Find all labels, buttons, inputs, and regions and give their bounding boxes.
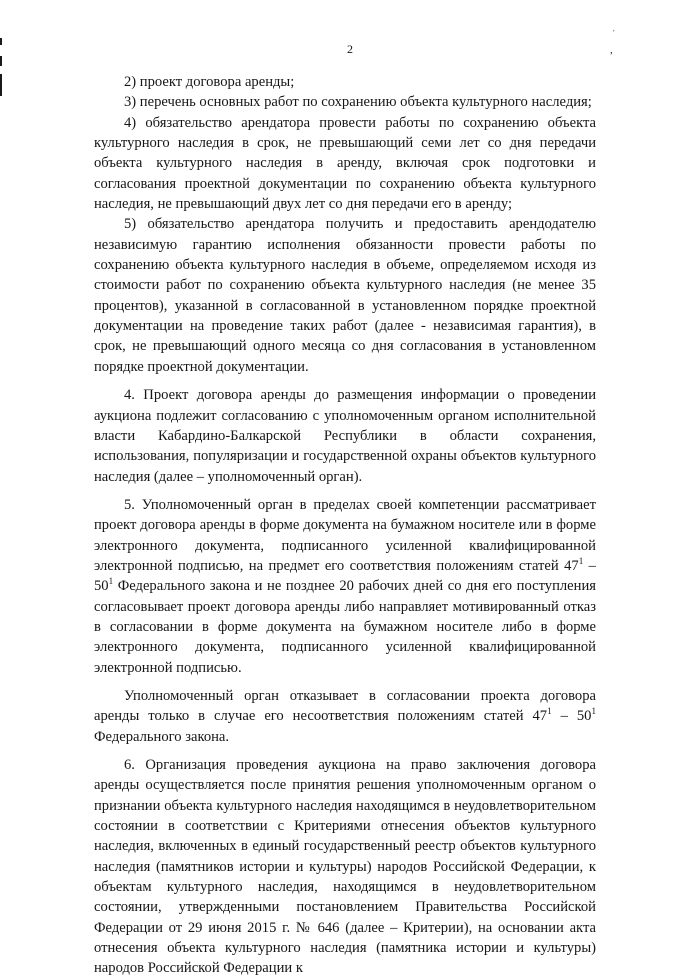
clause-5-dash: – 50: [94, 557, 596, 595]
clause-5-text-part-1: 5. Уполномоченный орган в пределах своей компетенции рассматривает проект договора аренды в форме документа на бумажном носителе или в форме электронного документа, подписанного усиленной квалифицированной электронной подписью, на предмет его соответствия положениям статей 47: [94, 496, 596, 574]
item-4-tenant-obligation: 4) обязательство арендатора провести работы по сохранению объекта культурного наследия в срок, не превышающий семи лет со дня передачи объекта культурного наследия в аренду, включая срок подготовки и согласования проектной документации по сохранению объекта культурного наследия, не превышающий двух лет со дня передачи его в аренду;: [94, 114, 596, 213]
corner-tick-top: ˌ: [612, 20, 616, 32]
page-number: 2: [347, 42, 353, 56]
clause-5-superscript-1: 1: [578, 556, 584, 567]
left-binding-mark-upper: [0, 56, 2, 66]
refusal-dash: – 50: [551, 708, 592, 725]
document-body: [94, 72, 596, 979]
item-3-works-list: 3) перечень основных работ по сохранению объекта культурного наследия;: [124, 94, 592, 111]
refusal-paragraph: [94, 686, 596, 747]
item-5-independent-guarantee: 5) обязательство арендатора получить и предоставить арендодателю независимую гарантию исполнения обязанности провести работы по сохранению объекта культурного наследия в объеме, определяемом исходя из стоимости работ по сохранению объекта культурного наследия (не менее 35 процентов), указанной в согласованной в установленном порядке проектной документации на проведение таких работ (далее - независимая гарантия), в срок, не превышающий одного месяца со дня согласования в установленном порядке проектной документации.: [94, 216, 596, 375]
refusal-text-part-1: Уполномоченный орган отказывает в согласовании проекта договора аренды только в случае его несоответствия положениям статей 47: [94, 687, 596, 725]
corner-tick-bottom: ,: [610, 44, 613, 56]
clause-6-auction: 6. Организация проведения аукциона на право заключения договора аренды осуществляется после принятия решения уполномоченным органом о признании объекта культурного наследия находящимся в неудовлетворительном состоянии в соответствии с Критериями отнесения объектов культурного наследия, включенных в единый государственный реестр объектов культурного наследия (памятников истории и культуры) народов Российской Федерации, к объектам культурного наследия, находящимся в неудовлетворительном состоянии, утвержденными постановлением Правительства Российской Федерации от 29 июня 2015 г. № 646 (далее – Критерии), на основании акта отнесения объекта культурного наследия (памятника истории и культуры) народов Российской Федерации к: [94, 757, 596, 977]
item-2-draft-lease: 2) проект договора аренды;: [124, 74, 295, 90]
clause-5-superscript-2: 1: [108, 576, 114, 587]
clause-4-approval: 4. Проект договора аренды до размещения информации о проведении аукциона подлежит согласованию с уполномоченным органом исполнительной власти Кабардино-Балкарской Республики в области сохранения, использования, популяризации и государственной охраны объектов культурного наследия (далее – уполномоченный орган).: [94, 387, 596, 485]
refusal-superscript-2: 1: [591, 706, 596, 717]
left-binding-mark-lower: [0, 74, 2, 96]
clause-5-text-part-2: Федерального закона и не позднее 20 рабочих дней со дня его поступления согласовывает проект договора аренды либо направляет мотивированный отказ в согласовании в форме документа на бумажном носителе либо в форме электронного документа, подписанного усиленной квалифицированной электронной подписью.: [94, 578, 596, 676]
refusal-text-part-2: Федерального закона.: [94, 728, 230, 745]
clause-5-review: [94, 495, 596, 678]
refusal-superscript-1: 1: [547, 706, 552, 717]
